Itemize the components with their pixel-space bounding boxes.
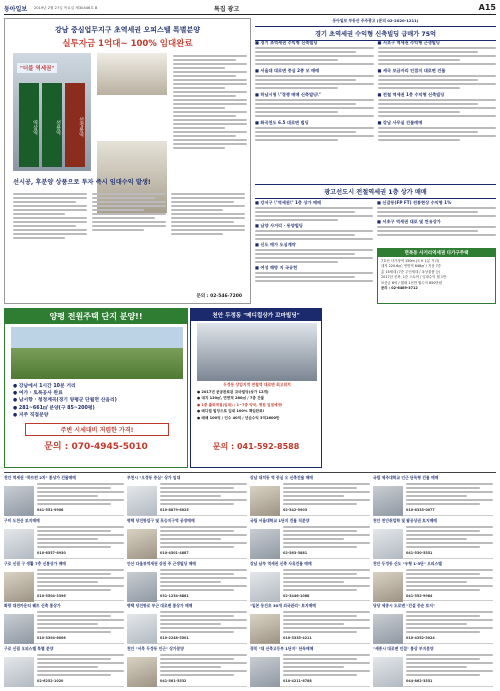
ad-headline-2: 실투자금 1억대~ 100% 임대완료 xyxy=(62,39,193,49)
yangpyeong-title: 양평 전원주택 단지 분양!! xyxy=(5,309,187,324)
classified-title: 천안 천안취업학 및 팔공상권 토지매매 xyxy=(373,517,437,523)
classified-item xyxy=(373,603,493,644)
classified-photo xyxy=(250,614,280,644)
classified-title: 구로 신림 구 생활 7층 신통상가 매매 xyxy=(4,560,66,566)
classified-item xyxy=(127,475,247,516)
classified-title: "일본 동진초 30개 외국관리" 토지매매 xyxy=(250,603,316,609)
sign-col-1: 역삼역 xyxy=(19,83,39,167)
classified-title: 천안 "서북 두정동 인근" 상가분양 xyxy=(127,646,184,652)
divider xyxy=(4,472,496,473)
classified-title: 화랑 대전카운티 웨트 신축 통상가 xyxy=(4,603,61,609)
classified-item xyxy=(127,603,247,644)
yp-bullet-2: ● 여가 · 토목공사 완료 xyxy=(13,391,63,397)
classified-item xyxy=(373,475,493,516)
classified-title: 구로 신림 오피스텔 특별 분양 xyxy=(4,646,54,652)
classified-photo xyxy=(127,614,157,644)
ch-bullet-4: ● 메디컬 빌딩으로 입대 100% 책임완료! xyxy=(197,409,265,414)
landscape-photo xyxy=(11,327,183,379)
green-box-title: 면목동 사거리역세권 다가구주택 xyxy=(378,249,495,257)
yp-bullet-1: ● 강남에서 1시간 10분 거리 xyxy=(13,384,76,389)
classified-item xyxy=(4,646,124,687)
classified-item xyxy=(373,518,493,559)
classified-grid xyxy=(4,475,496,689)
masthead: 동아일보 xyxy=(4,6,28,13)
ch-bullet-3: ● 1층 출퇴역점(임대) / 1~7층 약국, 병원 입점예정! xyxy=(197,402,283,407)
classified-phone: 010-8879-6025 xyxy=(160,508,189,512)
classified-photo xyxy=(4,486,34,516)
classified-title: "세종시 대로변 인접" 통상 부지분양 xyxy=(373,646,434,652)
ad-footer-phone: 문의 : 02-546-7200 xyxy=(196,294,242,299)
classified-photo xyxy=(373,529,403,559)
classified-title: 경북 "대 신축고등부 1단지" 단독매매 xyxy=(250,646,314,652)
classified-item xyxy=(4,561,124,602)
classified-photo xyxy=(127,572,157,602)
gangnam-officetel-ad xyxy=(4,18,251,304)
classified-photo xyxy=(4,657,34,687)
classified-item xyxy=(127,561,247,602)
classified-photo xyxy=(4,614,34,644)
classified-phone: 010-5504-3396 xyxy=(37,593,66,598)
yp-bullet-4: ● 281~661㎡ 분양(구 85~200평) xyxy=(13,405,95,411)
classified-item xyxy=(4,518,124,559)
classified-photo xyxy=(373,486,403,516)
page-number: A15 xyxy=(478,3,496,12)
listings-headline: 경기 초역세권 수익형 신축빌딩 급매가 75억 xyxy=(255,26,496,41)
classified-item xyxy=(250,561,370,602)
sign-col-3: 선정릉역 xyxy=(65,83,85,167)
classified-title: 천안 역세권 "하트펀 2차" 통상가 건물매매 xyxy=(4,475,76,480)
building-photo xyxy=(13,53,91,171)
cheonan-photo-label: 두정동 상업지역 전철역 대로변 최고위치 xyxy=(223,382,291,387)
classified-title: 국립 제주대학교 인근 단독형 건물 매매 xyxy=(373,475,439,480)
green-item-1: 7호선 사가정역 150m (도보 1분 거리) xyxy=(381,259,440,263)
page-header xyxy=(4,3,496,15)
listing-box-head: 광고선도시 전철역세권 1층 상가 매매 xyxy=(255,184,496,199)
yp-phone: 문의 : 070-4945-5010 xyxy=(44,442,148,452)
listings-label: 동아일보 부동산 주주광고 (문의 02-2020-1211) xyxy=(332,18,419,23)
badge: "더블 역세권" xyxy=(17,63,57,73)
classified-title: 안산 다올뷰역세권 상권 주 근생빌딩 매매 xyxy=(127,560,196,566)
green-item-6: 문의 : 02-6489-3712 xyxy=(381,286,418,291)
classified-item xyxy=(250,603,370,644)
classified-phone: 044-862-3551 xyxy=(406,679,433,684)
classified-phone: 010-3394-6006 xyxy=(37,636,66,641)
classified-photo xyxy=(373,614,403,644)
classified-title: 국립 서울대학교 1단지 건물 직분양 xyxy=(250,517,310,523)
classified-item xyxy=(250,518,370,559)
classified-item xyxy=(250,646,370,687)
classified-phone: 041-552-9984 xyxy=(406,593,433,598)
classified-title: 당당 세종시 도로변 "건설 중순 토지" xyxy=(373,603,435,609)
ch-phone: 문의 : 041-592-8588 xyxy=(212,442,300,451)
yp-slogan: 주변 시세대비 저렴한 가격! xyxy=(25,423,169,436)
cheonan-building-photo xyxy=(197,323,317,381)
classified-photo xyxy=(4,572,34,602)
green-item-4: 2017년 신축, 1층 스토어 / 임대수익 월 1만 xyxy=(381,275,447,280)
classified-item xyxy=(373,561,493,602)
classified-title: 천안 두정동 신도 "우형 1-3단" 오피스텔 xyxy=(373,560,442,566)
classified-phone: 010-4211-6788 xyxy=(283,679,312,684)
classified-photo xyxy=(250,486,280,516)
classified-title: 강남 대치동 역 중심 오 신축건물 매매 xyxy=(250,475,313,480)
classified-phone: 010-4501-4887 xyxy=(160,550,189,555)
ad-subhead: 선시공, 후분양 상품으로 투자 즉시 임대수익 발생! xyxy=(13,179,151,186)
classified-phone: 02-3446-1088 xyxy=(283,593,310,598)
classified-photo xyxy=(250,572,280,602)
classified-item xyxy=(373,646,493,687)
classified-item xyxy=(127,646,247,687)
classified-title: 평택 당진항입구 및 포승지구역 공장매매 xyxy=(127,517,195,523)
classified-photo xyxy=(127,657,157,687)
classified-phone: 010-4352-5024 xyxy=(406,636,435,641)
classified-phone: 02-542-9903 xyxy=(283,508,308,512)
classified-title: 강남 남부 역세권 신축 사옥건물 매매 xyxy=(250,560,312,566)
body-copy xyxy=(13,191,245,283)
green-item-2: 대지 220.6㎡, 연면적 648㎡ / 지상 7층 xyxy=(381,264,442,269)
classified-photo xyxy=(250,529,280,559)
classified-phone: 010-6333-0077 xyxy=(406,508,435,512)
classified-phone: 010-6557-6930 xyxy=(37,550,66,555)
classified-item xyxy=(127,518,247,559)
classified-phone: 041-561-5532 xyxy=(160,679,187,684)
ch-bullet-1: ● 2017년 준공완료된 꼬마빌딩(상가 12개) xyxy=(197,390,269,394)
classified-photo xyxy=(373,572,403,602)
sign-col-2: 선릉역 xyxy=(42,83,62,167)
classified-item xyxy=(4,475,124,516)
classified-item xyxy=(4,603,124,644)
classified-photo xyxy=(4,529,34,559)
classified-phone: 031-1234-8861 xyxy=(160,593,189,598)
right-text-block xyxy=(173,53,247,171)
classified-title: 구미 도천산 토지매매 xyxy=(4,517,40,523)
yp-bullet-3: ● 남서향 · 청정계곡(경기 양평군 단월면 산음리) xyxy=(13,398,117,404)
cheonan-ad xyxy=(190,308,322,468)
section-title: 특집 광고 xyxy=(214,6,240,13)
yangpyeong-ad xyxy=(4,308,188,468)
green-item-3: 총 15세대 (7층 주인세대 / 옥상물품 등) xyxy=(381,269,441,274)
right-listings: 동아일보 부동산 주주광고 (문의 02-2020-1211) 경기 초역세권 수익형 신축빌딩 급매가 75억 ■ 경기 초역세권 수익형 신축빌딩 ■ 서울대 대로변 중심 2종 모 매매 ■ 하남시청 \"경쟁 매매 신축빌딩\" ■ 화곡천도 6.5 대로변 빌딩 ■ 서초구 역세권 수익형 근생빌딩 ■ 세곡 보금자리 인접지 대로변 건물 ■ 전철 역세권 1층 수익형 신축빌딩 ■ 강남 사무실 건물매매 광고선도시 전철역세권 1층 상가 매매 ■ 강서구 \"역세권\" 1층 상가 매매 ■ 남양 사거리 · 동양빌딩 ■ 신도 메가 도심계약 ■ 여성 해방 지 국공헌 ■ 신갈동(FP FT) 전통현상 수익형 1% ■ 서초구 역세권 대로 및 컨유상가 면목동 사거리역세권 다가구주택 7호선 사가정역 150m (도보 1분 거리) 대지 220.6㎡, 연면적 648㎡ / 지상 7층 총 15세대 (7층 주인세대 / 옥상물품 등) 2017년 신축, 1층 스토어 / 임대수익 월 1만 보증금 6억 / 월세 1천만 월수익 850만원 문의 : 02-6489-3712 xyxy=(255,18,496,304)
classified-title: 평택 당진항로 부근 대로변 통상가 매매 xyxy=(127,603,193,609)
cheonan-title: 천안 두정동 "메디컬상가 꼬마빌딩" xyxy=(191,309,321,321)
classified-phone: 02-563-3881 xyxy=(283,550,308,555)
green-item-5: 보증금 6억 / 월세 1천만 월수익 850만원 xyxy=(381,280,442,285)
interior-photo-1 xyxy=(97,53,167,95)
dateline: 2019년 2월 27일 목요일 제30446호 B xyxy=(34,6,98,10)
classified-photo xyxy=(127,486,157,516)
classified-phone: 010-3335-4211 xyxy=(283,636,312,641)
classified-phone: 041-551-9906 xyxy=(37,508,64,512)
classified-photo xyxy=(250,657,280,687)
ad-headline-1: 강남 중심업무지구 초역세권 오피스텔 특별분양 xyxy=(55,26,200,34)
ch-bullet-2: ● 대지 120㎡, 연면적 280㎡ / 7층 건물 xyxy=(197,396,265,401)
yp-bullet-5: ● 지주 직접분양 xyxy=(13,412,49,418)
classified-photo xyxy=(373,657,403,687)
classified-phone: 010-2248-5501 xyxy=(160,636,189,641)
classified-title: 부천시 "오정동 중심" 상가 임대 xyxy=(127,475,181,480)
classified-item xyxy=(250,475,370,516)
classified-phone: 02-6252-1020 xyxy=(37,679,64,684)
green-listing-box xyxy=(377,248,496,304)
classified-photo xyxy=(127,529,157,559)
classified-phone: 041-530-5551 xyxy=(406,550,433,555)
ch-bullet-5: ● 매매 100억 / 인수 40억 / 년순수익 3억1600만 xyxy=(197,415,280,420)
